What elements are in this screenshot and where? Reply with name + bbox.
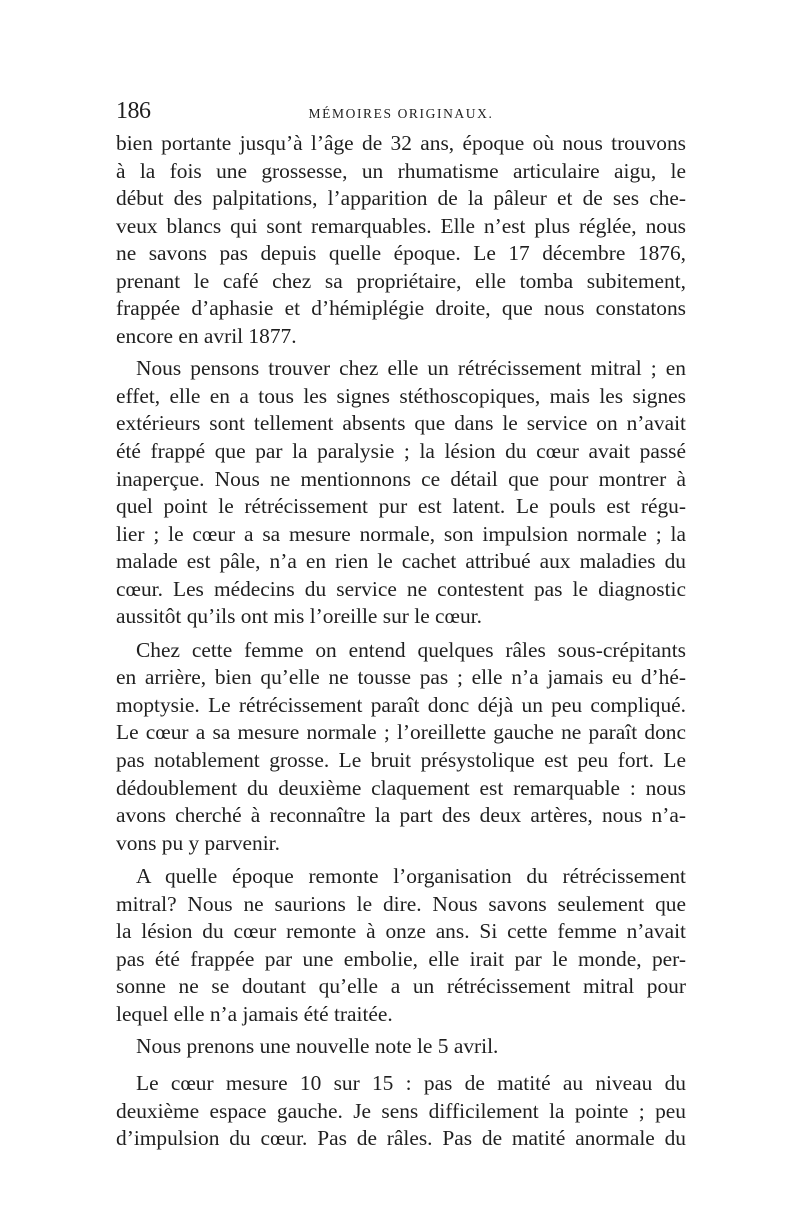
text-line: extérieurs sont tellement absents que dans le service on n’avait	[116, 411, 686, 436]
text-line: lequel elle n’a jamais été traitée.	[116, 1001, 393, 1026]
text-line: mitral? Nous ne saurions le dire. Nous savons seulement que	[116, 891, 686, 916]
text-line: cœur. Les médecins du service ne contestent pas le diagnostic	[116, 576, 686, 601]
paragraph-4	[116, 863, 686, 1028]
text-line: bien portante jusqu’à l’âge de 32 ans, époque où nous trouvons	[116, 131, 686, 155]
text-line: pas notablement grosse. Le bruit présystolique est peu fort. Le	[116, 748, 686, 773]
text-line: deuxième espace gauche. Je sens difficilement la pointe ; peu	[116, 1098, 686, 1123]
paragraph-5	[116, 1033, 686, 1061]
text-line: à la fois une grossesse, un rhumatisme articulaire aigu, le	[116, 158, 686, 183]
text-line: avons cherché à reconnaître la part des deux artères, nous n’a-	[116, 803, 686, 828]
text-line: encore en avril 1877.	[116, 323, 297, 348]
text-line: ne savons pas depuis quelle époque. Le 17 décembre 1876,	[116, 241, 686, 266]
text-line: la lésion du cœur remonte à onze ans. Si cette femme n’avait	[116, 919, 686, 944]
running-title: MÉMOIRES ORIGINAUX.	[308, 106, 494, 121]
text-line: été frappé que par la paralysie ; la lésion du cœur avait passé	[116, 439, 686, 464]
text-line: en arrière, bien qu’elle ne tousse pas ; elle n’a jamais eu d’hé-	[116, 665, 686, 690]
text-line: Le cœur mesure 10 sur 15 : pas de matité au niveau du	[136, 1071, 686, 1096]
text-line: vons pu y parvenir.	[116, 830, 280, 855]
text-line: malade est pâle, n’a en rien le cachet attribué aux maladies du	[116, 549, 686, 574]
text-line: pas été frappée par une embolie, elle irait par le monde, per-	[116, 946, 686, 971]
paragraph-1	[116, 130, 686, 350]
text-line: d’impulsion du cœur. Pas de râles. Pas de matité anormale du	[116, 1126, 686, 1151]
text-line: A quelle époque remonte l’organisation du rétrécissement	[136, 864, 686, 889]
page-header	[116, 96, 686, 132]
text-line: quel point le rétrécissement pur est latent. Le pouls est régu-	[116, 494, 686, 519]
body-text	[116, 130, 686, 1153]
paragraph-2	[116, 355, 686, 630]
text-line: lier ; le cœur a sa mesure normale, son impulsion normale ; la	[116, 521, 686, 546]
text-line: moptysie. Le rétrécissement paraît donc déjà un peu compliqué.	[116, 692, 686, 717]
text-line: frappée d’aphasie et d’hémiplégie droite, que nous constatons	[116, 296, 686, 321]
text-line: Le cœur a sa mesure normale ; l’oreillette gauche ne paraît donc	[116, 720, 686, 745]
text-line: Nous prenons une nouvelle note le 5 avril.	[136, 1033, 499, 1058]
text-line: veux blancs qui sont remarquables. Elle n’est plus réglée, nous	[116, 213, 686, 238]
text-line: aussitôt qu’ils ont mis l’oreille sur le cœur.	[116, 604, 482, 629]
paragraph-3	[116, 637, 686, 857]
text-line: Nous pensons trouver chez elle un rétrécissement mitral ; en	[136, 356, 686, 381]
text-line: inaperçue. Nous ne mentionnons ce détail que pour montrer à	[116, 466, 686, 491]
text-line: prenant le café chez sa propriétaire, elle tomba subitement,	[116, 268, 686, 293]
text-line: début des palpitations, l’apparition de la pâleur et de ses che-	[116, 186, 686, 211]
text-line: sonne ne se doutant qu’elle a un rétrécissement mitral pour	[116, 974, 686, 999]
page-number: 186	[116, 98, 151, 124]
paragraph-6	[116, 1070, 686, 1153]
text-line: Chez cette femme on entend quelques râles sous-crépitants	[136, 637, 686, 662]
text-line: dédoublement du deuxième claquement est remarquable : nous	[116, 775, 686, 800]
text-line: effet, elle en a tous les signes stéthoscopiques, mais les signes	[116, 383, 686, 408]
